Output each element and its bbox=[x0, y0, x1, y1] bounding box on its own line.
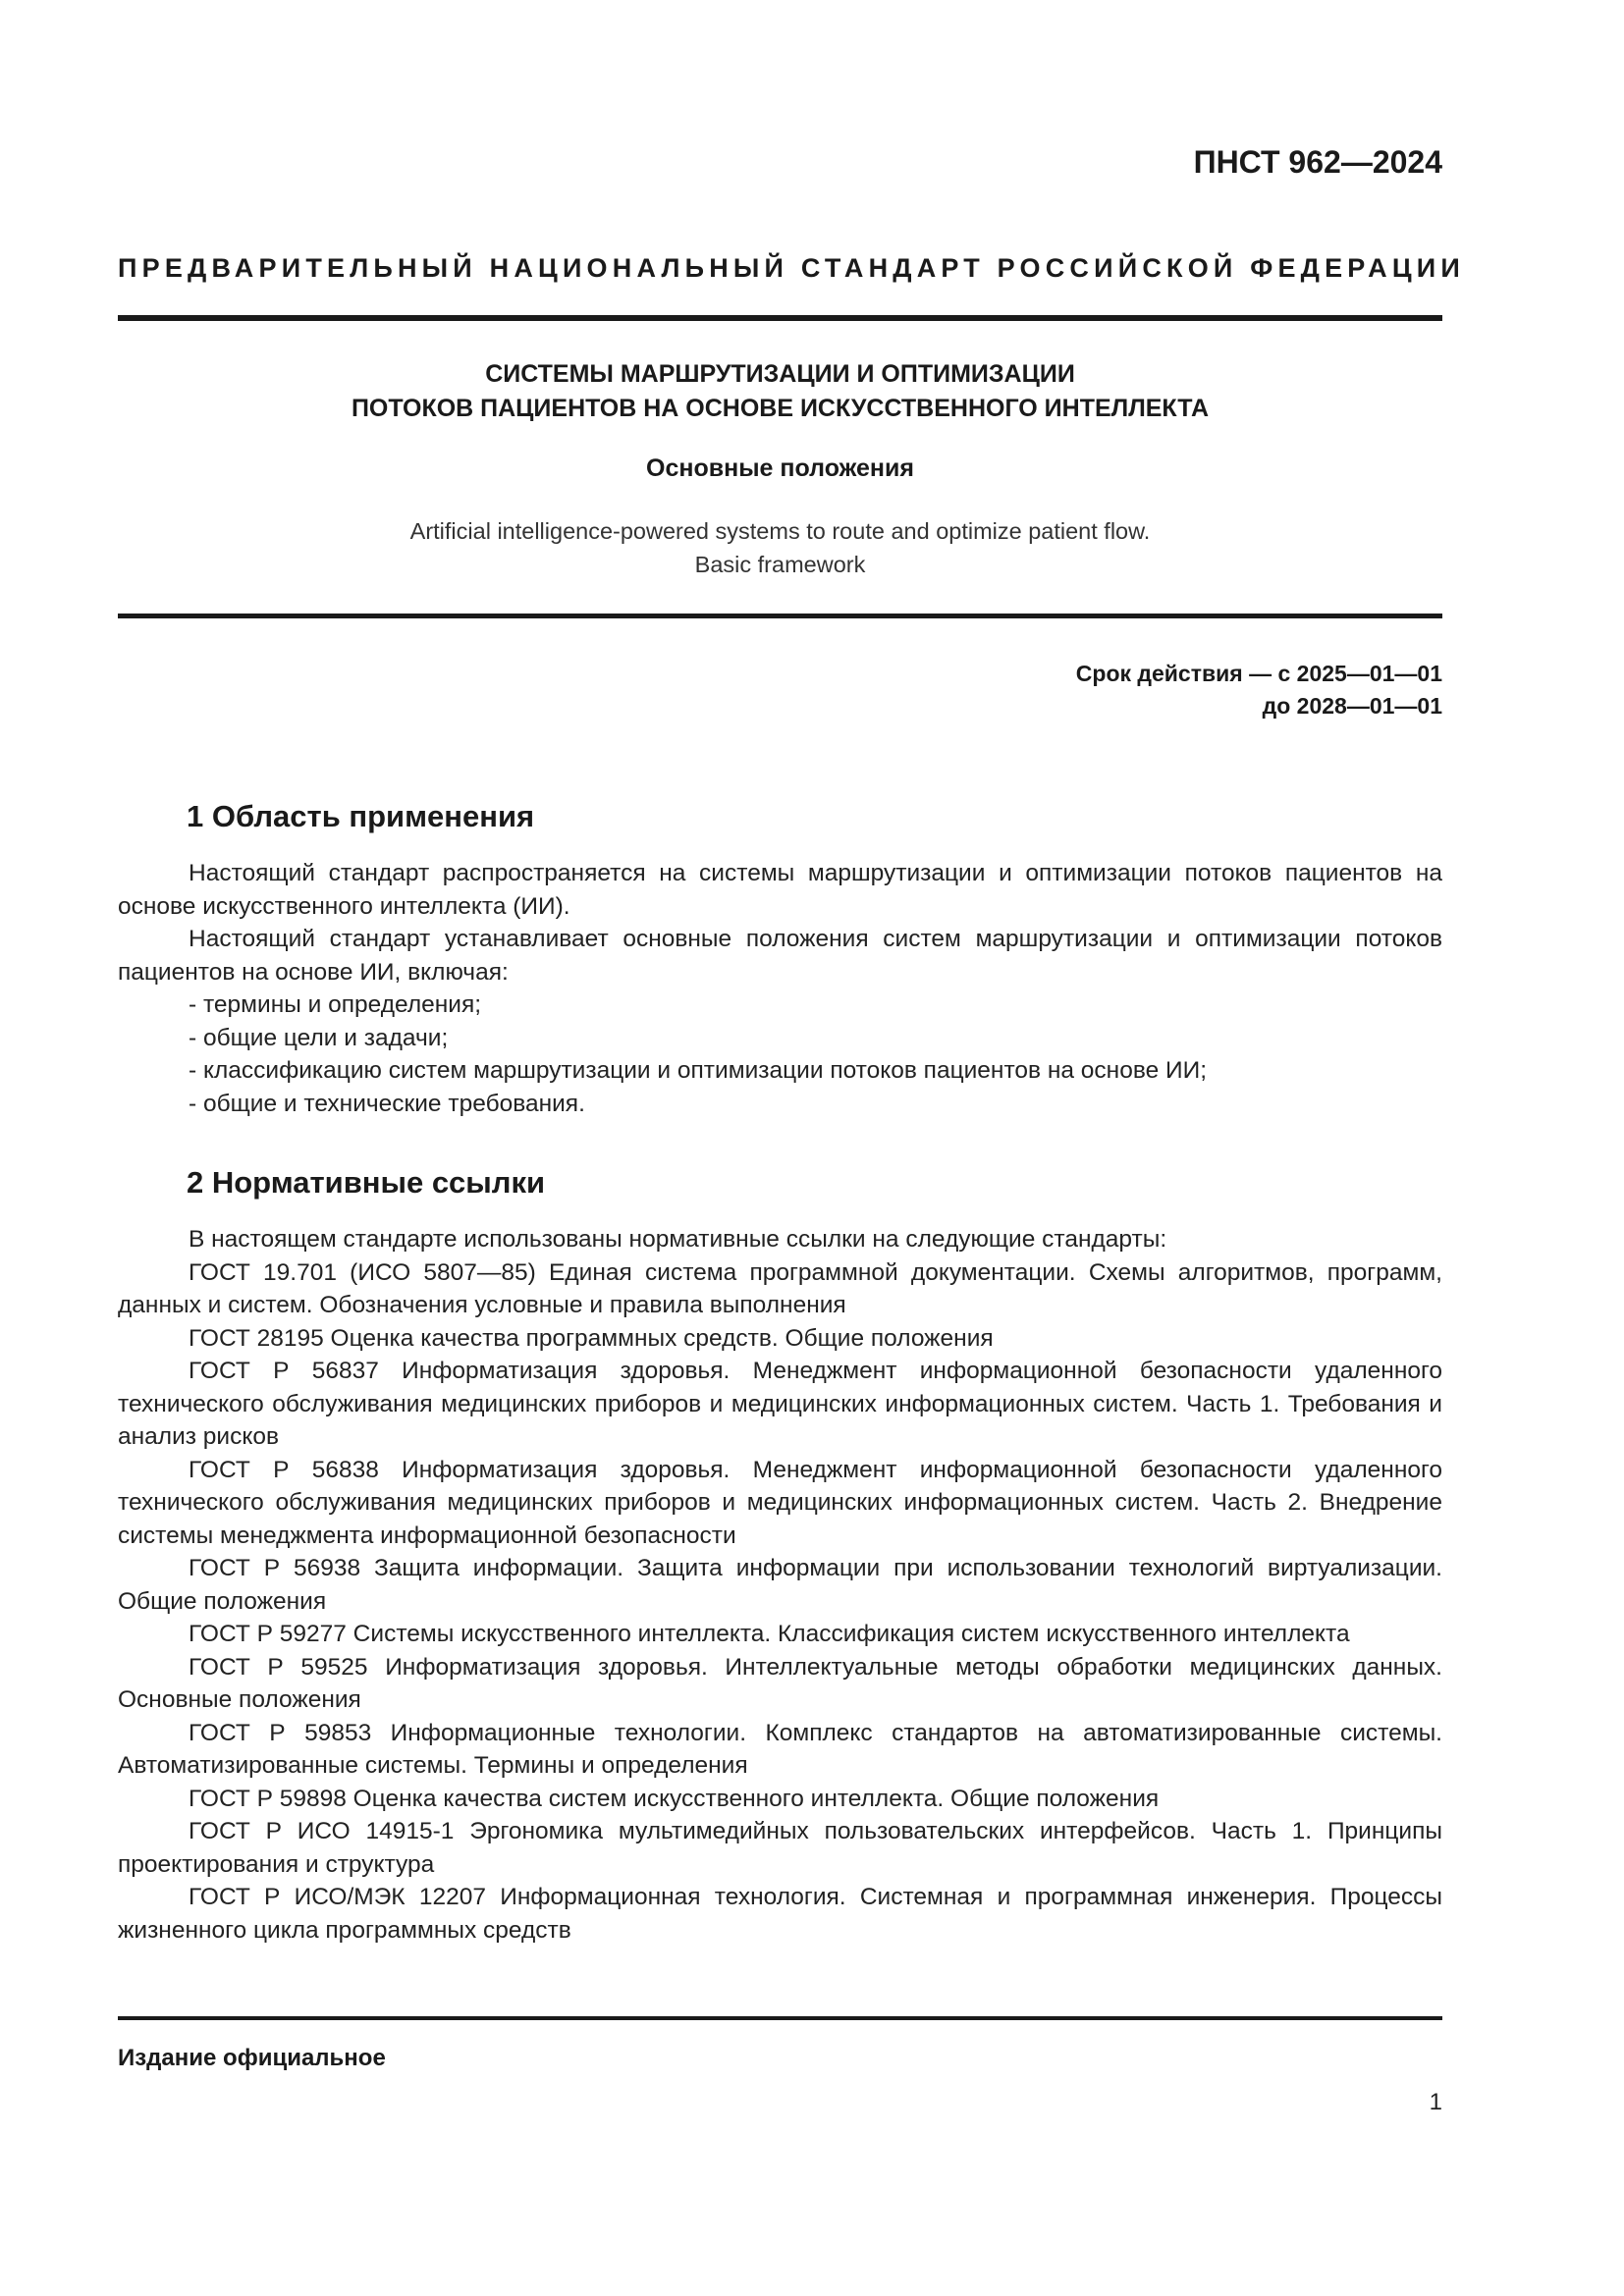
reference-item: ГОСТ Р 59898 Оценка качества систем искусственного интеллекта. Общие положения bbox=[189, 1785, 1160, 1812]
title-line-1: СИСТЕМЫ МАРШРУТИЗАЦИИ И ОПТИМИЗАЦИИ bbox=[485, 360, 1075, 388]
reference-item: ГОСТ Р 59277 Системы искусственного интеллекта. Классификация систем искусственного интеллекта bbox=[189, 1621, 1350, 1647]
title-divider bbox=[118, 614, 1442, 618]
reference-item: ГОСТ Р 56938 Защита информации. Защита информации при использовании технологий виртуализации. Общие положения bbox=[118, 1555, 1442, 1615]
references-intro: В настоящем стандарте использованы нормативные ссылки на следующие стандарты: bbox=[189, 1226, 1167, 1253]
list-item: - термины и определения; bbox=[189, 991, 482, 1018]
validity-start: Срок действия — с 2025—01—01 bbox=[1075, 661, 1442, 686]
reference-item: ГОСТ 28195 Оценка качества программных средств. Общие положения bbox=[189, 1324, 994, 1352]
section-2-heading: 2 Нормативные ссылки bbox=[187, 1165, 546, 1200]
section-1-heading: 1 Область применения bbox=[187, 799, 535, 833]
document-subtitle: Основные положения bbox=[646, 454, 914, 482]
footer-divider bbox=[118, 2016, 1442, 2020]
reference-item: ГОСТ 19.701 (ИСО 5807—85) Единая система программной документации. Схемы алгоритмов, программ, данных и систем. Обозначения условные и правила выполнения bbox=[118, 1258, 1442, 1318]
english-title-line-2: Basic framework bbox=[694, 552, 866, 577]
document-title bbox=[118, 357, 1442, 426]
reference-item: ГОСТ Р ИСО/МЭК 12207 Информационная технология. Системная и программная инженерия. Процессы жизненного цикла программных средств bbox=[118, 1884, 1442, 1944]
section-1-body bbox=[118, 857, 1442, 1120]
scope-paragraph-2: Настоящий стандарт устанавливает основные положения систем маршрутизации и оптимизации потоков пациентов на основе ИИ, включая: bbox=[118, 926, 1442, 986]
document-code: ПНСТ 962—2024 bbox=[1193, 144, 1442, 180]
reference-item: ГОСТ Р ИСО 14915-1 Эргономика мультимедийных пользовательских интерфейсов. Часть 1. Принципы проектирования и структура bbox=[118, 1818, 1442, 1878]
page-number: 1 bbox=[1429, 2089, 1442, 2115]
list-item: - общие и технические требования. bbox=[189, 1090, 585, 1117]
section-2-body bbox=[118, 1223, 1442, 1947]
title-line-2: ПОТОКОВ ПАЦИЕНТОВ НА ОСНОВЕ ИСКУССТВЕННОГО ИНТЕЛЛЕКТА bbox=[351, 395, 1210, 422]
validity-period bbox=[1076, 658, 1442, 722]
list-item: - общие цели и задачи; bbox=[189, 1024, 449, 1051]
reference-item: ГОСТ Р 56838 Информатизация здоровья. Менеджмент информационной безопасности удаленного технического обслуживания медицинских приборов и медицинских информационных систем. Часть 2. Внедрение системы менеджмента информационной безопасности bbox=[118, 1456, 1442, 1549]
english-title bbox=[118, 514, 1442, 581]
scope-paragraph-1: Настоящий стандарт распространяется на системы маршрутизации и оптимизации потоков пациентов на основе искусственного интеллекта (ИИ). bbox=[118, 860, 1442, 920]
reference-item: ГОСТ Р 56837 Информатизация здоровья. Менеджмент информационной безопасности удаленного технического обслуживания медицинских приборов и медицинских информационных систем. Часть 1. Требования и анализ рисков bbox=[118, 1358, 1442, 1450]
standard-type-heading: ПРЕДВАРИТЕЛЬНЫЙ НАЦИОНАЛЬНЫЙ СТАНДАРТ РОССИЙСКОЙ ФЕДЕРАЦИИ bbox=[118, 253, 1465, 283]
top-divider bbox=[118, 315, 1442, 321]
reference-item: ГОСТ Р 59853 Информационные технологии. Комплекс стандартов на автоматизированные системы. Автоматизированные системы. Термины и определения bbox=[118, 1719, 1442, 1779]
english-title-line-1: Artificial intelligence-powered systems to route and optimize patient flow. bbox=[409, 518, 1151, 544]
reference-item: ГОСТ Р 59525 Информатизация здоровья. Интеллектуальные методы обработки медицинских данных. Основные положения bbox=[118, 1653, 1442, 1713]
validity-end: до 2028—01—01 bbox=[1262, 693, 1442, 719]
official-edition-label: Издание официальное bbox=[118, 2045, 386, 2071]
list-item: - классификацию систем маршрутизации и оптимизации потоков пациентов на основе ИИ; bbox=[189, 1057, 1208, 1084]
